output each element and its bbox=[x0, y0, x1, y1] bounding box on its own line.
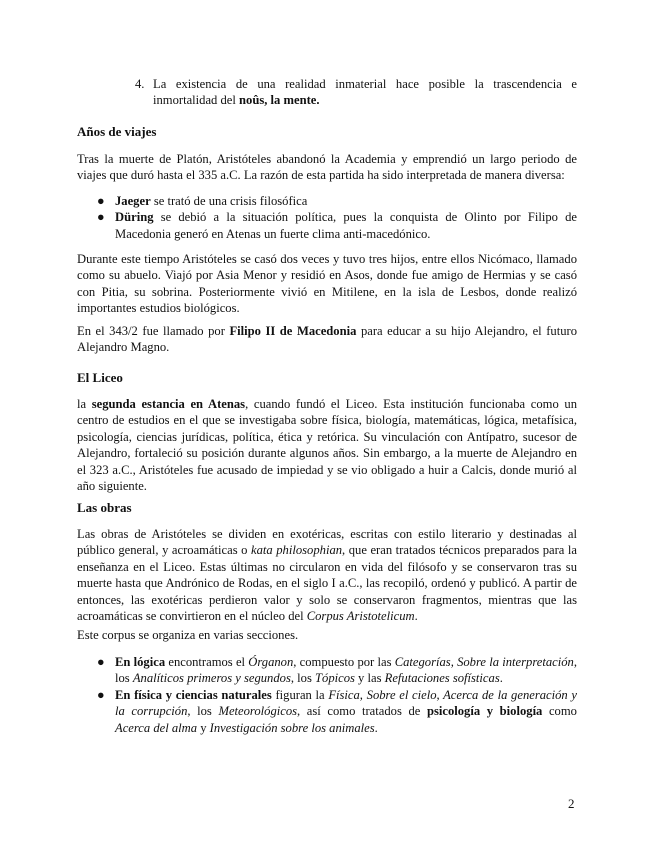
numbered-item-4 bbox=[135, 76, 577, 109]
list-item: ● Düring se debió a la situación política, pues la conquista de Olinto por Filipo de Macedonia generó en Atenas un fuerte clima anti-macedónico. bbox=[97, 210, 577, 241]
paragraph-obras: Las obras de Aristóteles se dividen en exotéricas, escritas con estilo literario y destinadas al público general, y acroamáticas o kata philosophian, que eran tratados técnicos preparados para la enseñanza en el Liceo. Estas últimas no circularon en vida del filósofo y se conservaron tras su muerte hasta que Andrónico de Rodas, en el siglo I a.C., las recopiló, ordenó y publicó. A partir de entonces, las exotéricas perdieron valor y solo se conservaron fragmentos, mientras que las acroamáticas se convirtieron en el núcleo del Corpus Aristotelicum. bbox=[77, 527, 577, 624]
list-item: ● En lógica encontramos el Órganon, compuesto por las Categorías, Sobre la interpretación, los Analíticos primeros y segundos, los Tópicos y las Refutaciones sofísticas. bbox=[97, 655, 577, 686]
section-heading-viajes: Años de viajes bbox=[77, 124, 157, 139]
paragraph-liceo: la segunda estancia en Atenas, cuando fundó el Liceo. Esta institución funcionaba como un centro de estudios en el que se investigaba sobre física, biología, matemáticas, lógica, metafísica, psicología, ciencias jurídicas, política, ética y retórica. Su vinculación con Antípatro, sucesor de Alejandro, fortaleció su posición durante algunos años. Sin embargo, a la muerte de Alejandro en el 323 a.C., Aristóteles fue acusado de impiedad y se vio obligado a huir a Calcis, donde murió al año siguiente. bbox=[77, 397, 577, 494]
paragraph-durante: Durante este tiempo Aristóteles se casó dos veces y tuvo tres hijos, entre ellos Nicómaco, llamado como su abuelo. Viajó por Asia Menor y residió en Asos, donde fue amigo de Hermias y se casó con Pitia, su sobrina. Posteriormente vivió en Mitilene, en la isla de Lesbos, donde realizó importantes estudios biológicos. bbox=[77, 252, 577, 316]
section-heading-obras: Las obras bbox=[77, 500, 132, 515]
bullet-icon: ● bbox=[97, 194, 105, 208]
list-item: ● Jaeger se trató de una crisis filosófica bbox=[97, 194, 308, 208]
page-number: 2 bbox=[568, 796, 575, 811]
item-number: 4. bbox=[135, 77, 145, 91]
paragraph-viajes: Tras la muerte de Platón, Aristóteles abandonó la Academia y emprendió un largo periodo de viajes que duró hasta el 335 a.C. La razón de esta partida ha sido interpretada de manera diversa: bbox=[77, 152, 577, 183]
bullet-icon: ● bbox=[97, 655, 105, 669]
section-heading-liceo: El Liceo bbox=[77, 370, 123, 385]
bold-term: noûs, la mente. bbox=[239, 93, 320, 108]
bullet-list-viajes bbox=[95, 193, 577, 242]
item-text: La existencia de una realidad inmaterial hace posible la trascendencia e inmortalidad del noûs, la mente. bbox=[153, 77, 577, 108]
bullet-list-obras bbox=[95, 654, 577, 736]
bullet-icon: ● bbox=[97, 210, 105, 225]
list-item: ● En física y ciencias naturales figuran la Física, Sobre el cielo, Acerca de la generación y la corrupción, los Meteorológicos, así como tratados de psicología y biología como Acerca del alma y Investigación sobre los animales. bbox=[97, 687, 577, 735]
paragraph-343: En el 343/2 fue llamado por Filipo II de Macedonia para educar a su hijo Alejandro, el futuro Alejandro Magno. bbox=[77, 324, 577, 355]
bullet-icon: ● bbox=[97, 687, 105, 702]
paragraph-corpus: Este corpus se organiza en varias secciones. bbox=[77, 628, 299, 642]
